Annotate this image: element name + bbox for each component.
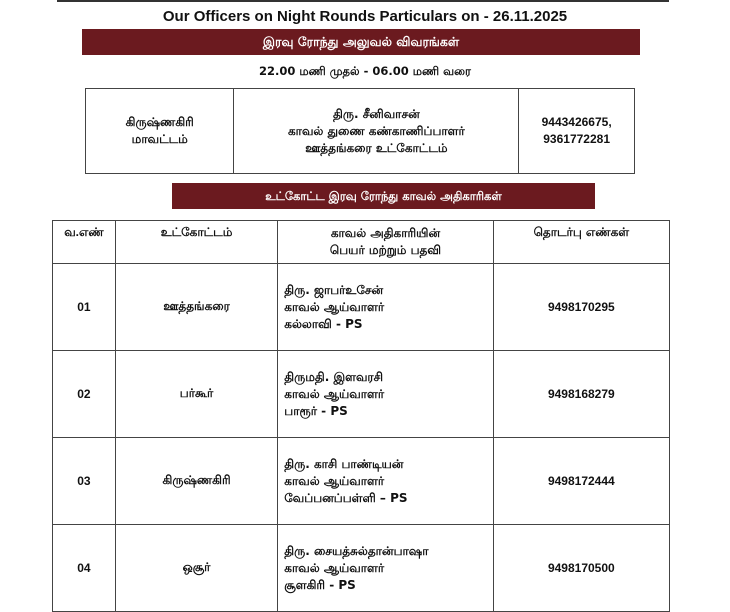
subdivision-officers-table <box>52 220 670 612</box>
row-phone: 9498170295 <box>493 264 669 351</box>
row-officer-rank: காவல் ஆய்வாளர் <box>284 473 385 488</box>
row-phone: 9498168279 <box>493 351 669 438</box>
row-subdivision: கிருஷ்ணகிரி <box>115 438 277 525</box>
row-sno: 02 <box>53 351 116 438</box>
row-subdivision: ஒசூர் <box>115 525 277 612</box>
timing-text: 22.00 மணி முதல் - 06.00 மணி வரை <box>259 64 471 78</box>
top-rule <box>57 0 669 2</box>
district-officer-table <box>85 88 635 174</box>
page-title: Our Officers on Night Rounds Particulars on - 26.11.2025 <box>162 8 568 25</box>
row-sno: 04 <box>53 525 116 612</box>
row-sno: 01 <box>53 264 116 351</box>
header-contact: தொடர்பு எண்கள் <box>493 221 669 264</box>
district-name-cell <box>86 89 234 174</box>
row-phone: 9498172444 <box>493 438 669 525</box>
district-name-line: மாவட்டம் <box>131 132 188 146</box>
officer-rank: காவல் துணை கண்காணிப்பாளர் <box>288 123 465 138</box>
row-officer <box>278 351 493 438</box>
subdivision-officers-banner: உட்கோட்ட இரவு ரோந்து காவல் அதிகாரிகள் <box>172 183 595 209</box>
row-officer-rank: காவல் ஆய்வாளர் <box>284 560 385 575</box>
night-rounds-banner: இரவு ரோந்து அலுவல் விவரங்கள் <box>82 29 640 55</box>
row-officer-rank: காவல் ஆய்வாளர் <box>284 299 385 314</box>
row-officer-station: கல்லாவி - PS <box>284 316 363 331</box>
district-officer-cell <box>234 89 519 174</box>
row-officer <box>278 264 493 351</box>
header-officer <box>278 221 493 264</box>
row-officer-name: திரு. ஜாபர்உசேன் <box>284 282 384 297</box>
row-phone: 9498170500 <box>493 525 669 612</box>
row-sno: 03 <box>53 438 116 525</box>
district-phone-cell <box>519 89 635 174</box>
header-subdivision: உட்கோட்டம் <box>115 221 277 264</box>
row-officer-name: திரு. சையத்சுல்தான்பாஷா <box>284 543 429 558</box>
header-sno: வ.எண் <box>53 221 116 264</box>
row-officer-station: வேப்பனப்பள்ளி – PS <box>284 490 408 505</box>
row-officer-station: பாரூர் - PS <box>284 403 348 418</box>
row-officer-station: சூளகிரி - PS <box>284 577 356 592</box>
table-header-row <box>53 221 670 264</box>
officer-name: திரு. சீனிவாசன் <box>333 106 420 121</box>
header-officer-line: காவல் அதிகாரியின் <box>330 226 441 240</box>
row-officer-rank: காவல் ஆய்வாளர் <box>284 386 385 401</box>
phone-number: 9443426675, <box>541 115 612 129</box>
table-row <box>53 438 670 525</box>
header-officer-line: பெயர் மற்றும் பதவி <box>329 243 441 257</box>
district-name-line: கிருஷ்ணகிரி <box>125 115 194 129</box>
officer-subdivision: ஊத்தங்கரை உட்கோட்டம் <box>305 140 448 155</box>
table-row <box>53 525 670 612</box>
table-row <box>53 351 670 438</box>
row-officer-name: திருமதி. இளவரசி <box>284 369 384 384</box>
phone-number: 9361772281 <box>543 132 610 146</box>
row-subdivision: ஊத்தங்கரை <box>115 264 277 351</box>
row-subdivision: பர்கூர் <box>115 351 277 438</box>
row-officer-name: திரு. காசி பாண்டியன் <box>284 456 404 471</box>
row-officer <box>278 525 493 612</box>
row-officer <box>278 438 493 525</box>
district-row <box>86 89 635 174</box>
table-row <box>53 264 670 351</box>
